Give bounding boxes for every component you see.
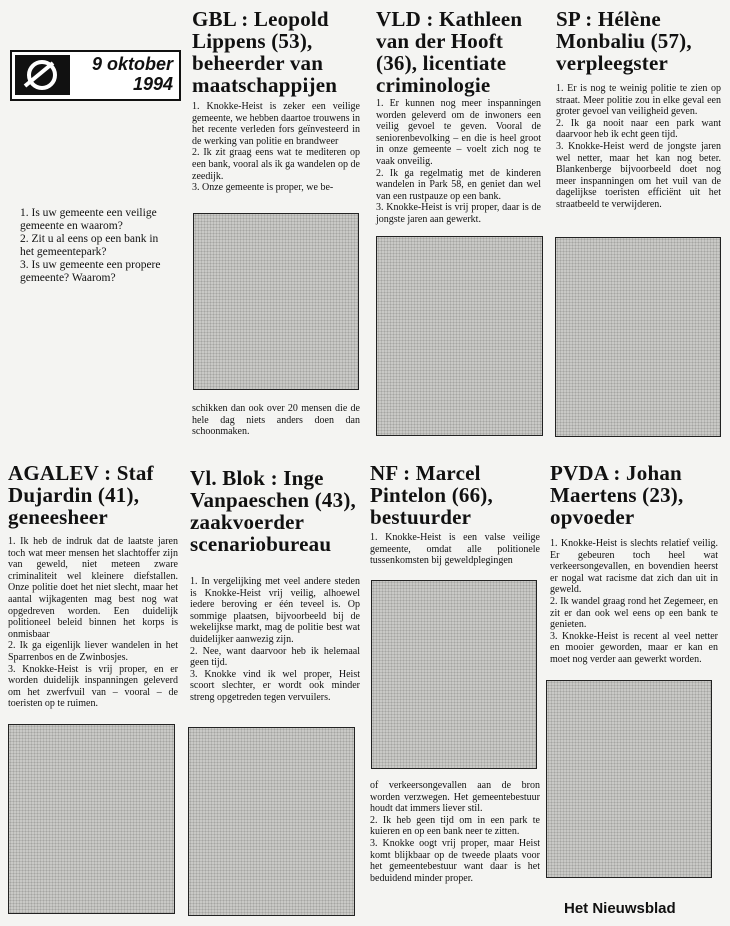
profile-heading: SP : Hélène Monbaliu (57), verpleegster (556, 7, 692, 75)
profile-heading: PVDA : Johan Maertens (23), opvoeder (550, 461, 684, 529)
profile-text-continued: schikken dan ook over 20 mensen die de hele dag niets anders doen dan schoonmaken. (192, 403, 360, 438)
profile-text: 1. In vergelijking met veel andere steden is Knokke-Heist vrij veilig, alhoewel iedere beroving er één teveel is. Op sommige plaatsen, bijvoorbeeld bij de wekelijkse markt, mag de politie best wat duidelijker aanwezig zijn. 2. Nee, want daarvoor heb ik helemaal geen tijd. 3. Knokke vind ik wel proper, Heist scoort slechter, er wordt ook minder streng opgetreden tegen vervuilers. (190, 576, 360, 703)
date-year: 1994 (132, 74, 173, 94)
portrait-photo (371, 580, 537, 769)
portrait-photo (193, 213, 359, 390)
profile-text: 1. Knokke-Heist is een valse veilige gemeente, omdat alle politionele tussenkomsten bij geweldplegingen (370, 532, 540, 567)
profile-heading: VLD : Kathleen van der Hooft (36), licentiate criminologie (376, 7, 523, 97)
portrait-photo (546, 680, 712, 878)
questions: 1. Is uw gemeente een veilige gemeente en waarom? 2. Zit u al eens op een bank in het gemeentepark? 3. Is uw gemeente een propere gemeente? Waarom? (20, 207, 161, 284)
newspaper-brand: Het Nieuwsblad (564, 900, 676, 917)
profile-text: 1. Knokke-Heist is slechts relatief veilig. Er gebeuren toch heel wat verkeersongevallen, en bovendien heerst er nogal wat racisme dat zich dan uit in geweld. 2. Ik wandel graag rond het Zegemeer, en zit er dan ook wel eens op een bank te genieten. 3. Knokke-Heist is recent al veel netter en mooier geworden, maar er kan en moet nog verder aan gewerkt worden. (550, 538, 718, 665)
profile-text-continued: of verkeersongevallen aan de bron worden verzwegen. Het gemeentebestuur houdt dat immers liever stil. 2. Ik heb geen tijd om in een park te kuieren en op een bank neer te zitten. 3. Knokke oogt vrij proper, maar Heist komt blijkbaar op de tweede plaats voor het gemeentebestuur want daar is het beduidend minder proper. (370, 780, 540, 884)
portrait-photo (376, 236, 543, 436)
date-box (10, 50, 181, 101)
newspaper-logo-icon (15, 55, 70, 95)
profile-text: 1. Er kunnen nog meer inspanningen worden geleverd om de inwoners een veilig gevoel te geven. Vooral de seniorenbevolking – en die is heel groot in onze gemeente – voelt zich nog te vaak onveilig. 2. Ik ga regelmatig met de kinderen wandelen in Park 58, en geniet dan wel van een rustpauze op een bank. 3. Knokke-Heist is vrij proper, daar is de jongste jaren aan gewerkt. (376, 98, 541, 225)
date-day: 9 oktober (91, 54, 173, 74)
profile-heading: Vl. Blok : Inge Vanpaeschen (43), zaakvoerder scenariobureau (190, 466, 356, 556)
profile-heading: GBL : Leopold Lippens (53), beheerder van maatschappijen (192, 7, 338, 97)
profile-heading: NF : Marcel Pintelon (66), bestuurder (370, 461, 493, 529)
profile-text: 1. Knokke-Heist is zeker een veilige gemeente, we hebben daartoe trouwens in het recente verleden fors geïnvesteerd in de werking van politie en brandweer 2. Ik zit graag eens wat te mediteren op een bank, vooral als ik ga wandelen op de zeedijk. 3. Onze gemeente is proper, we be- (192, 101, 360, 194)
profile-heading: AGALEV : Staf Dujardin (41), geneesheer (8, 461, 154, 529)
portrait-photo (555, 237, 721, 437)
profile-text: 1. Ik heb de indruk dat de laatste jaren toch wat meer mensen het slachtoffer zijn van geweld, niet meteen zware criminaliteit wel kleinere diefstallen. Onze politie doet het niet slecht, maar het aantal wijkagenten mag best nog wat opgedreven worden. Een duidelijk politioneel beleid binnen het korps is onmisbaar 2. Ik ga eigenlijk liever wandelen in het Sparrenbos en de Zwinbosjes. 3. Knokke-Heist is vrij proper, en er worden duidelijk inspanningen geleverd om het zwerfvuil van – vooral – de toeristen op te ruimen. (8, 536, 178, 710)
portrait-photo (188, 727, 355, 916)
profile-text: 1. Er is nog te weinig politie te zien op straat. Meer politie zou in elke geval een groter gevoel van veiligheid geven. 2. Ik ga nooit naar een park want daarvoor heb ik echt geen tijd. 3. Knokke-Heist werd de jongste jaren wel netter, maar het kan nog beter. Blankenberge bijvoorbeeld doet nog meer inspanningen om het vuil van de dagelijkse toeristen efficiënt uit het straatbeeld te verwijderen. (556, 83, 721, 210)
portrait-photo (8, 724, 175, 914)
